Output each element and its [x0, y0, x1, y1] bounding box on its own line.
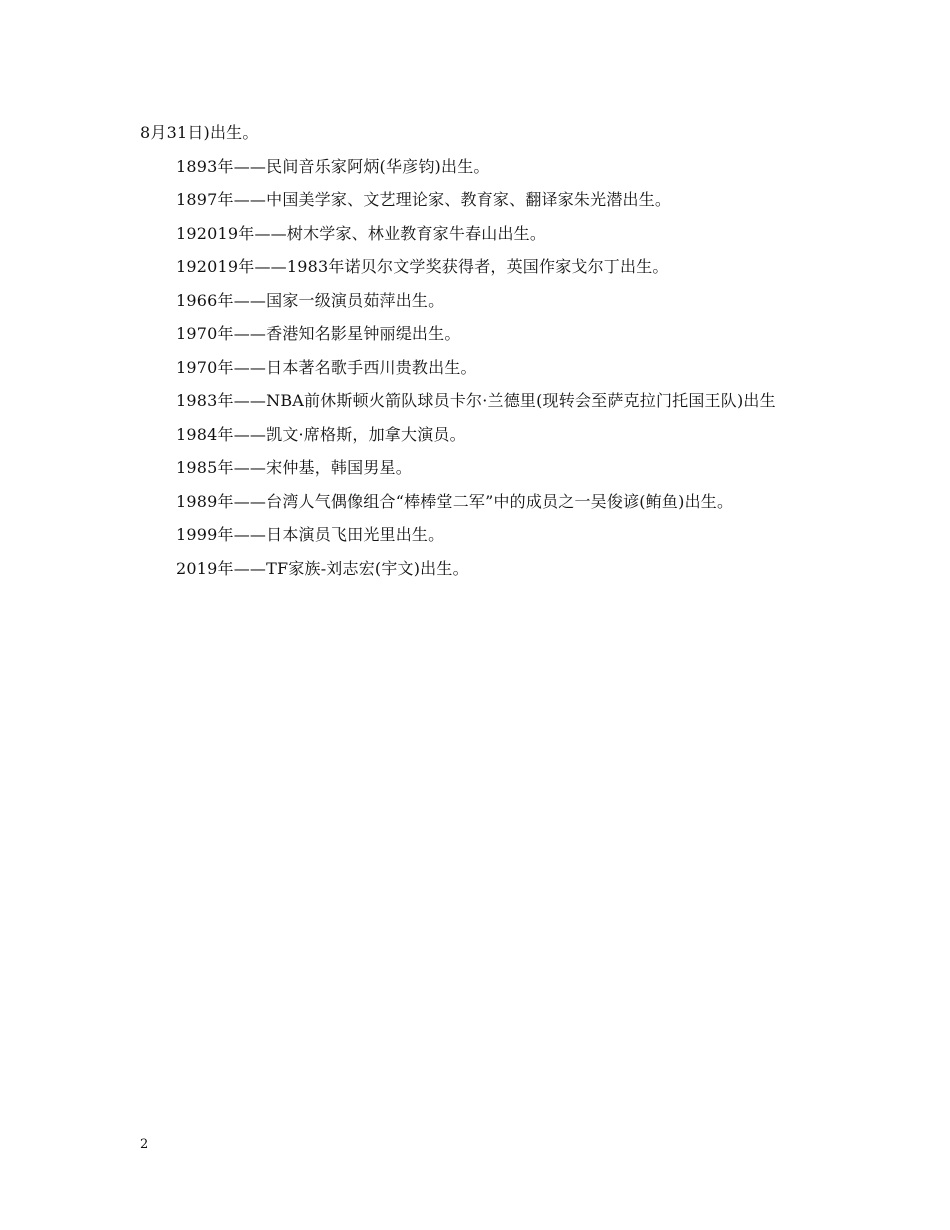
paragraph-continuation: 8月31日)出生。: [140, 123, 259, 142]
paragraph-1893: 1893年——民间音乐家阿炳(华彦钧)出生。: [176, 156, 490, 176]
paragraph-2019: 2019年——TF家族-刘志宏(宇文)出生。: [176, 558, 469, 578]
paragraph-golding: 192019年——1983年诺贝尔文学奖获得者，英国作家戈尔丁出生。: [176, 257, 669, 276]
paragraph-1984: 1984年——凯文·席格斯，加拿大演员。: [176, 424, 466, 444]
document-body: [140, 116, 812, 585]
paragraph-1983: 1983年——NBA前休斯顿火箭队球员卡尔·兰德里(现转会至萨克拉门托国王队)出生: [176, 391, 776, 410]
paragraph-niu-chunshan: 192019年——树木学家、林业教育家牛春山出生。: [176, 223, 547, 243]
paragraph-1966: 1966年——国家一级演员茹萍出生。: [176, 290, 445, 310]
paragraph-1999: 1999年——日本演员飞田光里出生。: [176, 525, 445, 544]
paragraph-1897: 1897年——中国美学家、文艺理论家、教育家、翻译家朱光潜出生。: [176, 190, 672, 209]
paragraph-1970-chung: 1970年——香港知名影星钟丽缇出生。: [176, 324, 461, 343]
paragraph-1985: 1985年——宋仲基，韩国男星。: [176, 458, 412, 477]
paragraph-1989: 1989年——台湾人气偶像组合“棒棒堂二军”中的成员之一吴俊谚(鲔鱼)出生。: [176, 491, 734, 511]
page-number: 2: [140, 1137, 149, 1152]
paragraph-1970-nishikawa: 1970年——日本著名歌手西川贵教出生。: [176, 357, 477, 377]
